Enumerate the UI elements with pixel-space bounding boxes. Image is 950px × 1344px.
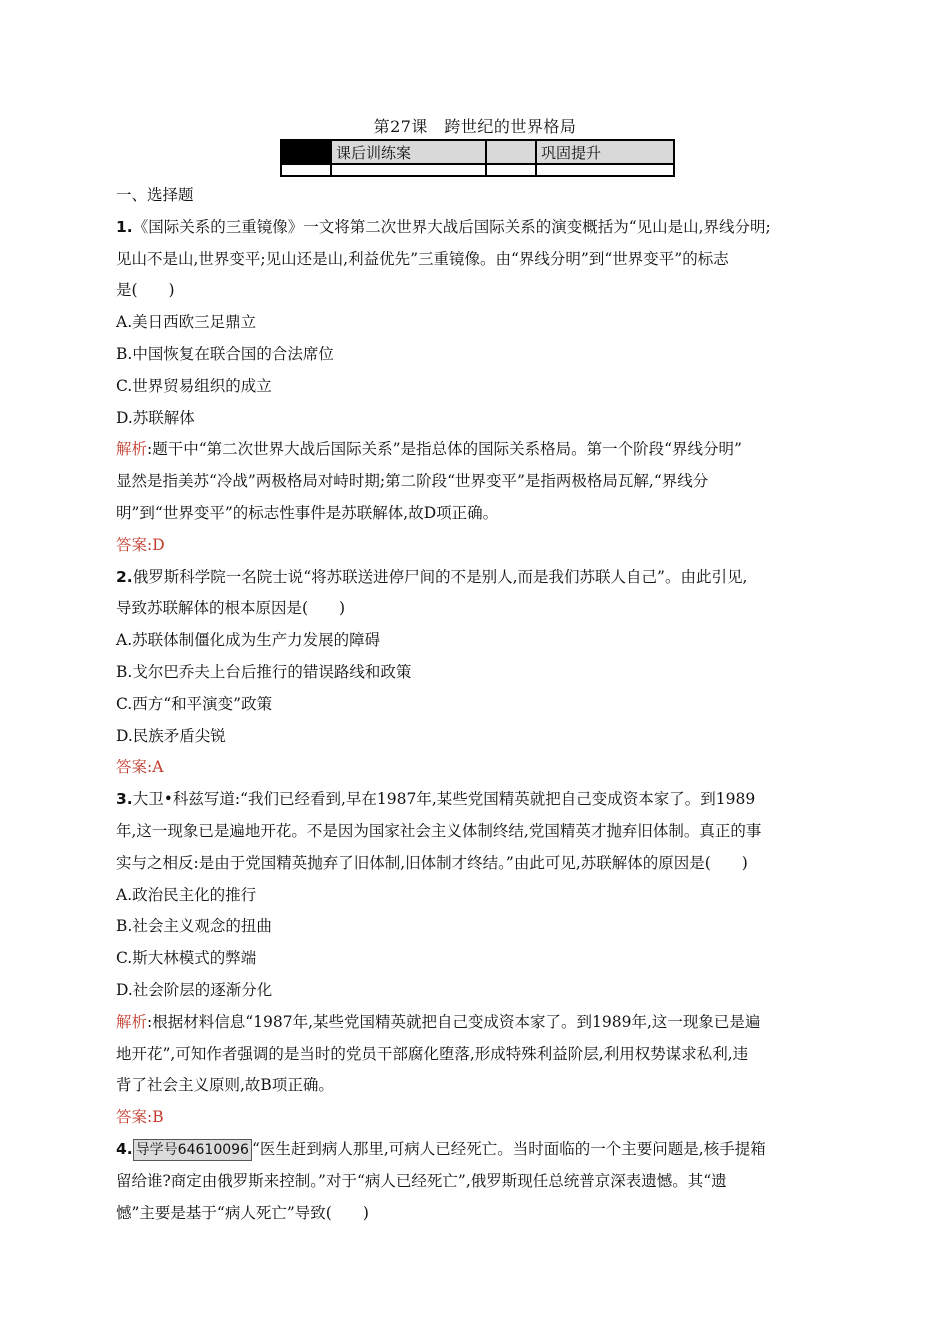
document-body [116,180,836,1229]
option-c: C.世界贸易组织的成立 [116,376,272,395]
page-title: 第27课 跨世纪的世界格局 [373,117,577,136]
option-a: A.苏联体制僵化成为生产力发展的障碍 [116,631,381,650]
question-1-line-3: 是( ) [116,281,175,300]
option-d: D.社会阶层的逐渐分化 [116,980,273,999]
analysis-text: :题干中“第二次世界大战后国际关系”是指总体的国际关系格局。第一个阶段“界线分明” [147,440,742,459]
analysis-line-2: 地开花”,可知作者强调的是当时的党员干部腐化堕落,形成特殊利益阶层,利用权势谋求私利,违 [116,1044,749,1063]
question-3-line-2: 年,这一现象已是遍地开花。不是因为国家社会主义体制终结,党国精英才抛弃旧体制。真正的事 [116,821,762,840]
option-c: C.斯大林模式的弊端 [116,949,257,968]
header-label-training: 课后训练案 [331,140,486,164]
answer-line: 答案:D [116,535,165,554]
analysis-line-1 [116,434,836,466]
question-number: 1. [116,217,133,236]
question-1-line-1 [116,212,836,244]
option-c: C.西方“和平演变”政策 [116,694,273,713]
lesson-header-table [280,139,675,177]
analysis-line-1 [116,1007,836,1039]
question-2-line-2: 导致苏联解体的根本原因是( ) [116,599,346,618]
option-b: B.戈尔巴乔夫上台后推行的错误路线和政策 [116,662,412,681]
answer-line: 答案:A [116,758,164,777]
guide-number-badge[interactable]: 导学号64610096 [133,1139,252,1161]
question-3-line-3: 实与之相反:是由于党国精英抛弃了旧体制,旧体制才终结。”由此可见,苏联解体的原因是( ) [116,853,748,872]
question-4-line-1 [116,1134,836,1166]
header-black-cell [281,140,331,164]
question-3-line-1 [116,784,836,816]
option-d: D.苏联解体 [116,408,195,427]
question-text: 《国际关系的三重镜像》一文将第二次世界大战后国际关系的演变概括为“见山是山,界线分明; [132,217,771,236]
answer-line: 答案:B [116,1108,164,1127]
header-spacer-cell [486,140,536,164]
analysis-line-3: 明”到“世界变平”的标志性事件是苏联解体,故D项正确。 [116,503,499,522]
analysis-label: 解析 [116,1012,148,1031]
section-heading: 一、选择题 [116,186,194,204]
question-text: “医生赶到病人那里,可病人已经死亡。当时面临的一个主要问题是,核手提箱 [251,1139,766,1158]
question-4-line-3: 憾”主要是基于“病人死亡”导致( ) [116,1203,369,1222]
analysis-label: 解析 [116,440,148,459]
question-1-line-2: 见山不是山,世界变平;见山还是山,利益优先”三重镜像。由“界线分明”到“世界变平”的标志 [116,249,729,268]
analysis-text: :根据材料信息“1987年,某些党国精英就把自己变成资本家了。到1989年,这一现象已是遍 [147,1012,761,1031]
option-b: B.社会主义观念的扭曲 [116,917,272,936]
header-empty-cell [331,164,486,176]
option-a: A.美日西欧三足鼎立 [116,313,257,332]
option-d: D.民族矛盾尖锐 [116,726,226,745]
question-text: 俄罗斯科学院一名院士说“将苏联送进停尸间的不是别人,而是我们苏联人自己”。由此引见, [132,567,748,586]
question-4-line-2: 留给谁?商定由俄罗斯来控制。”对于“病人已经死亡”,俄罗斯现任总统普京深表遗憾。其“遗 [116,1171,727,1190]
option-b: B.中国恢复在联合国的合法席位 [116,344,334,363]
question-text: 大卫•科兹写道:“我们已经看到,早在1987年,某些党国精英就把自己变成资本家了。到1989 [132,790,756,809]
option-a: A.政治民主化的推行 [116,885,257,904]
header-empty-cell [281,164,331,176]
question-number: 3. [116,790,133,809]
question-2-line-1 [116,562,836,594]
header-label-consolidate: 巩固提升 [536,140,674,164]
question-number: 4. [116,1139,133,1158]
question-number: 2. [116,567,133,586]
analysis-line-2: 显然是指美苏“冷战”两极格局对峙时期;第二阶段“世界变平”是指两极格局瓦解,“界线分 [116,472,709,491]
header-empty-cell [486,164,536,176]
analysis-line-3: 背了社会主义原则,故B项正确。 [116,1076,334,1095]
header-empty-cell [536,164,674,176]
